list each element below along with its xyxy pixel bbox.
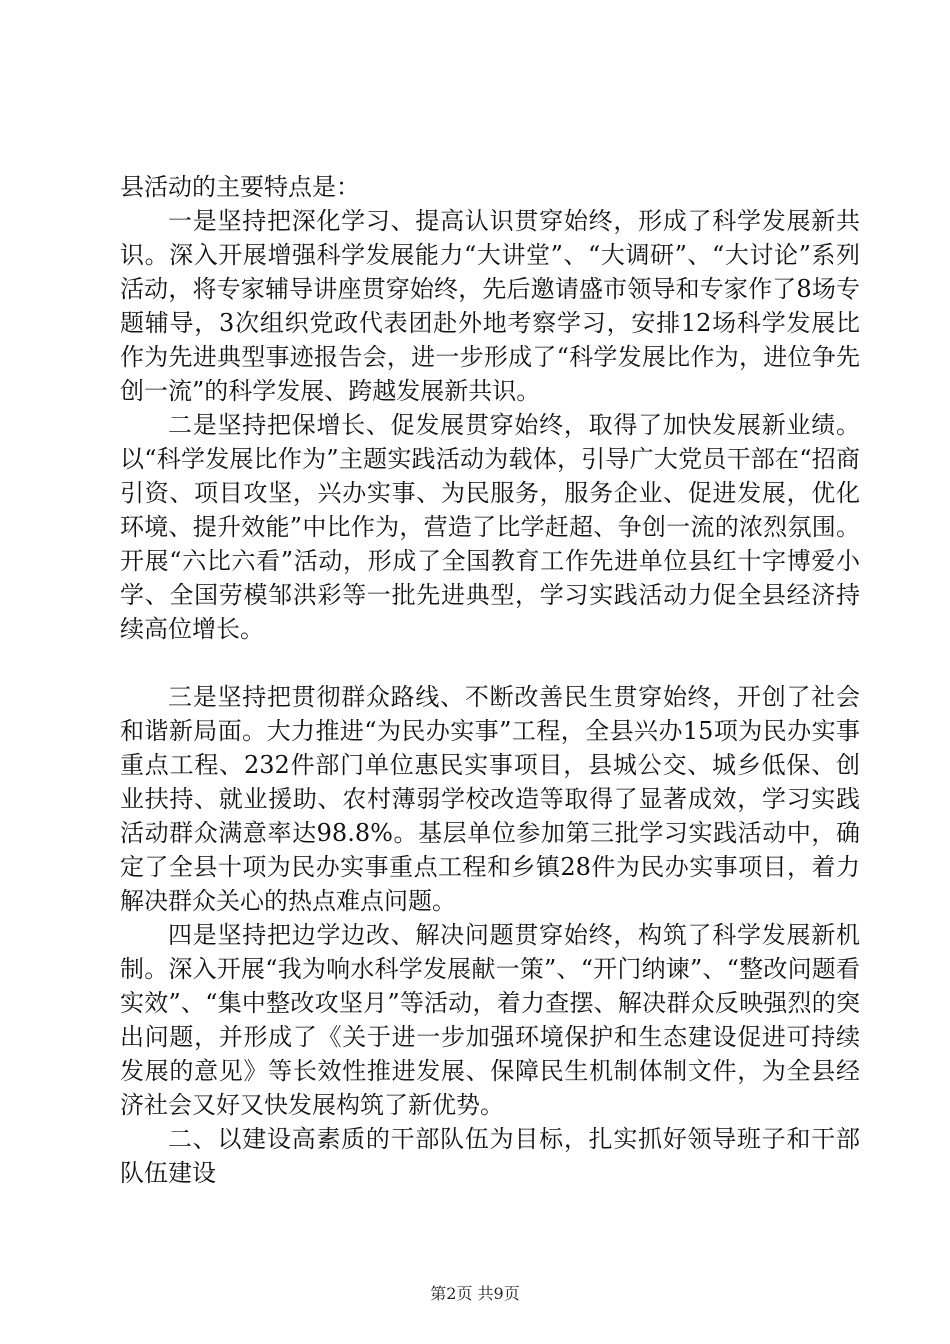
paragraph-point-one: 一是坚持把深化学习、提高认识贯穿始终，形成了科学发展新共识。深入开展增强科学发展能力“大讲堂”、“大调研”、“大讨论”系列活动，将专家辅导讲座贯穿始终，先后邀请盛市领导和专家作了8场专题辅导，3次组织党政代表团赴外地考察学习，安排12场科学发展比作为先进典型事迹报告会，进一步形成了“科学发展比作为，进位争先创一流”的科学发展、跨越发展新共识。 [120, 207, 860, 405]
page-number-footer: 第2页 共9页 [430, 1284, 520, 1303]
paragraph-point-four: 四是坚持把边学边改、解决问题贯穿始终，构筑了科学发展新机制。深入开展“我为响水科学发展献一策”、“开门纳谏”、“整改问题看实效”、“集中整改攻坚月”等活动，着力查摆、解决群众反映强烈的突出问题，并形成了《关于进一步加强环境保护和生态建设促进可持续发展的意见》等长效性推进发展、保障民生机制体制文件，为全县经济社会又好又快发展构筑了新优势。 [120, 921, 860, 1119]
section-heading-two: 二、以建设高素质的干部队伍为目标，扎实抓好领导班子和干部队伍建设 [120, 1125, 860, 1187]
paragraph-point-three: 三是坚持把贯彻群众路线、不断改善民生贯穿始终，开创了社会和谐新局面。大力推进“为民办实事”工程，全县兴办15项为民办实事重点工程、232件部门单位惠民实事项目，县城公交、城乡低保、创业扶持、就业援助、农村薄弱学校改造等取得了显著成效，学习实践活动群众满意率达98.8%。基层单位参加第三批学习实践活动中，确定了全县十项为民办实事重点工程和乡镇28件为民办实事项目，着力解决群众关心的热点难点问题。 [120, 683, 860, 915]
paragraph-point-two: 二是坚持把保增长、促发展贯穿始终，取得了加快发展新业绩。以“科学发展比作为”主题实践活动为载体，引导广大党员干部在“招商引资、项目攻坚，兴办实事、为民服务，服务企业、促进发展，优化环境、提升效能”中比作为，营造了比学赶超、争创一流的浓烈氛围。开展“六比六看”活动，形成了全国教育工作先进单位县红十字博爱小学、全国劳模邹洪彩等一批先进典型，学习实践活动力促全县经济持续高位增长。 [120, 411, 860, 643]
document-body [120, 170, 860, 1190]
paragraph-intro: 县活动的主要特点是： [120, 173, 360, 201]
